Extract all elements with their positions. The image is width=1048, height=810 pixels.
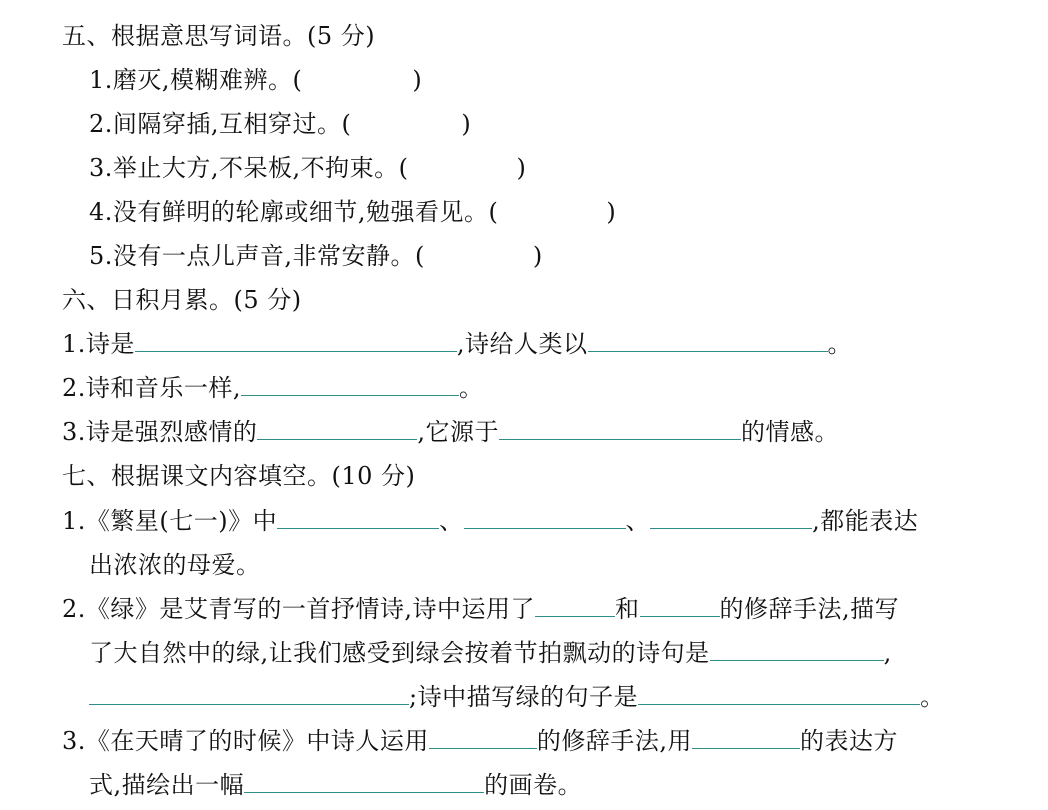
fill-blank[interactable] xyxy=(588,329,828,352)
section-seven-q3-line1: 3.《在天晴了的时候》中诗人运用 的修辞手法,用 的表达方 xyxy=(62,727,899,755)
section-five-item-1: 1.磨灭,模糊难辨。( ) xyxy=(89,66,423,94)
section-six-q1: 1.诗是 ,诗给人类以 。 xyxy=(62,330,853,358)
fill-blank[interactable] xyxy=(277,506,439,529)
fill-blank[interactable] xyxy=(638,682,920,705)
section-six-q2: 2.诗和音乐一样, 。 xyxy=(62,374,484,402)
section-five-item-5: 5.没有一点儿声音,非常安静。( ) xyxy=(89,242,543,270)
fill-blank[interactable] xyxy=(464,506,626,529)
section-five-item-2: 2.间隔穿插,互相穿过。( ) xyxy=(89,110,472,138)
section-five-item-3: 3.举止大方,不呆板,不拘束。( ) xyxy=(89,154,527,182)
section-seven-q2-line1: 2.《绿》是艾青写的一首抒情诗,诗中运用了 和 的修辞手法,描写 xyxy=(62,595,900,623)
section-five-item-4: 4.没有鲜明的轮廓或细节,勉强看见。( ) xyxy=(89,198,617,226)
fill-blank[interactable] xyxy=(241,373,459,396)
fill-blank[interactable] xyxy=(429,726,537,749)
fill-blank[interactable] xyxy=(499,417,741,440)
fill-blank[interactable] xyxy=(135,329,457,352)
section-seven-q2-line2: 了大自然中的绿,让我们感受到绿会按着节拍飘动的诗句是 , xyxy=(89,639,892,667)
section-seven-q1-line2: 出浓浓的母爱。 xyxy=(89,551,261,579)
section-six-q3: 3.诗是强烈感情的 ,它源于 的情感。 xyxy=(62,418,840,446)
section-seven-q2-line3: ;诗中描写绿的句子是 。 xyxy=(89,682,945,712)
fill-blank[interactable] xyxy=(244,770,484,793)
section-seven-heading: 七、根据课文内容填空。(10 分) xyxy=(62,462,416,490)
fill-blank[interactable] xyxy=(650,506,812,529)
fill-blank[interactable] xyxy=(640,594,720,617)
fill-blank[interactable] xyxy=(535,594,615,617)
fill-blank[interactable] xyxy=(692,726,800,749)
fill-blank[interactable] xyxy=(710,638,884,661)
fill-blank[interactable] xyxy=(257,417,417,440)
section-five-heading: 五、根据意思写词语。(5 分) xyxy=(62,22,376,50)
section-seven-q1-line1: 1.《繁星(七一)》中 、 、 ,都能表达 xyxy=(62,507,919,535)
section-six-heading: 六、日积月累。(5 分) xyxy=(62,286,302,314)
fill-blank[interactable] xyxy=(89,682,409,705)
section-seven-q3-line2: 式,描绘出一幅 的画卷。 xyxy=(89,771,583,799)
